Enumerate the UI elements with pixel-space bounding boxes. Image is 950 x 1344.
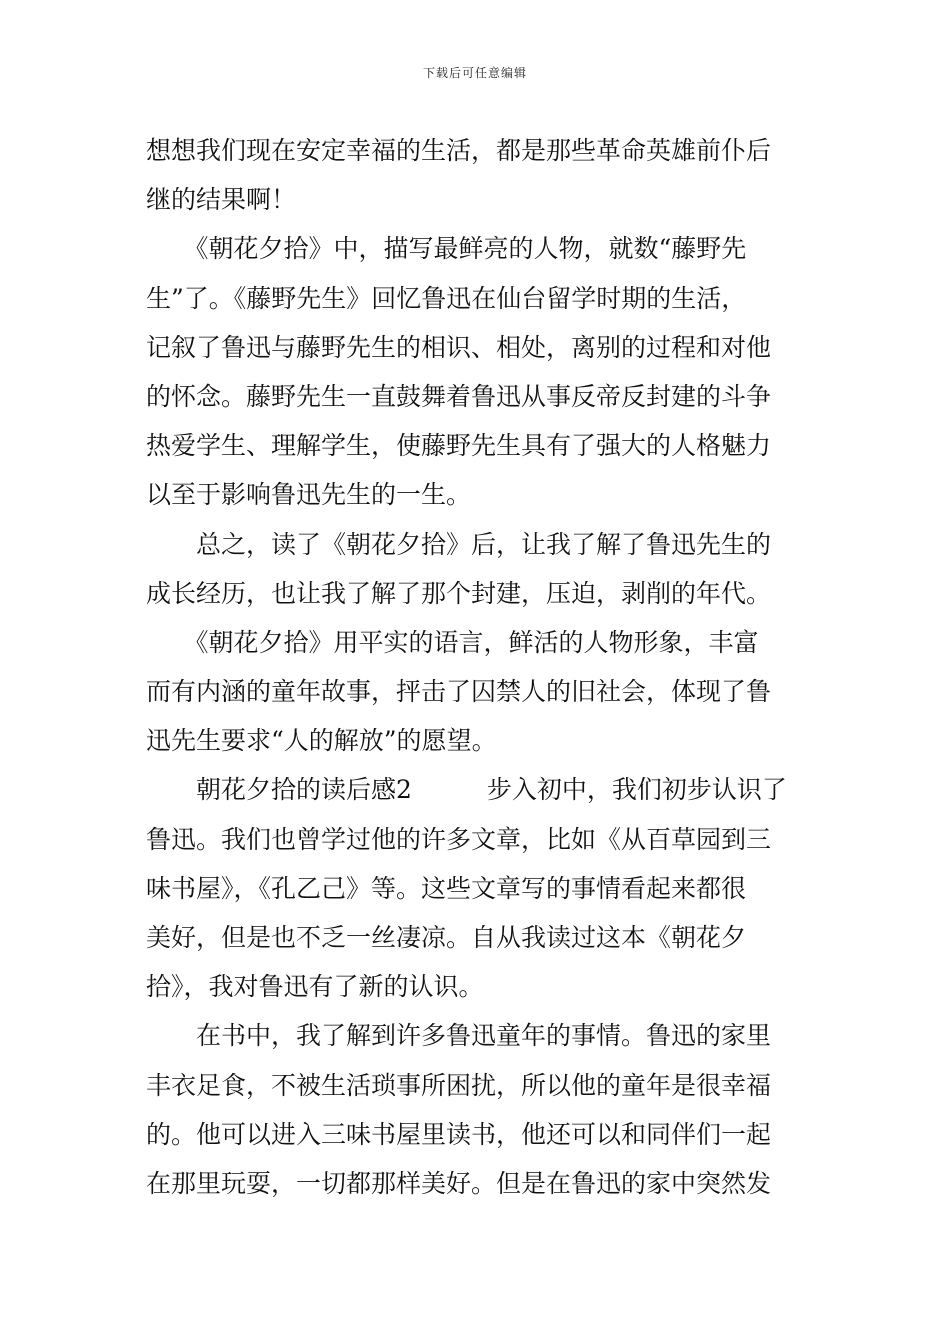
text-line: 味书屋》，《孔乙己》等。这些文章写的事情看起来都很 <box>146 873 747 903</box>
body-text <box>146 126 808 1208</box>
text-line: 的。他可以进入三味书屋里读书，他还可以和同伴们一起 <box>146 1119 772 1149</box>
page-header: 下载后可任意编辑 <box>422 66 527 80</box>
text-line: 成长经历，也让我了解了那个封建，压迫，剥削的年代。 <box>146 578 772 608</box>
text-line: 《朝花夕拾》用平实的语言，鲜活的人物形象，丰富 <box>146 627 759 657</box>
text-line: 的怀念。藤野先生一直鼓舞着鲁迅从事反帝反封建的斗争 <box>146 381 772 411</box>
text-line: 在书中，我了解到许多鲁迅童年的事情。鲁迅的家里 <box>146 1021 772 1051</box>
text-line: 丰衣足食，不被生活琐事所困扰，所以他的童年是很幸福 <box>146 1070 772 1100</box>
text-line: 总之，读了《朝花夕拾》后，让我了解了鲁迅先生的 <box>146 529 772 559</box>
text-line: 拾》，我对鲁迅有了新的认识。 <box>146 972 484 1002</box>
text-line: 《朝花夕拾》中，描写最鲜亮的人物，就数“藤野先 <box>146 234 747 264</box>
text-line: 在那里玩耍，一切都那样美好。但是在鲁迅的家中突然发 <box>146 1168 772 1198</box>
text-line: 鲁迅。我们也曾学过他的许多文章，比如《从百草园到三 <box>146 824 772 854</box>
text-line: 想想我们现在安定幸福的生活，都是那些革命英雄前仆后 <box>146 136 772 165</box>
text-line: 而有内涵的童年故事，抨击了囚禁人的旧社会，体现了鲁 <box>146 677 772 707</box>
text-line: 美好，但是也不乏一丝凄凉。自从我读过这本《朝花夕 <box>146 923 747 952</box>
text-line: 继的结果啊！ <box>146 185 297 215</box>
text-line: 以至于影响鲁迅先生的一生。 <box>146 480 472 510</box>
text-line: 记叙了鲁迅与藤野先生的相识、相处，离别的过程和对他 <box>146 332 772 362</box>
text-line: 朝花夕拾的读后感2 步入初中，我们初步认识了 <box>146 775 787 805</box>
text-line: 迅先生要求“人的解放”的愿望。 <box>146 726 497 756</box>
text-line: 生”了。《藤野先生》回忆鲁迅在仙台留学时期的生活， <box>146 283 747 313</box>
text-line: 热爱学生、理解学生，使藤野先生具有了强大的人格魅力 <box>146 431 772 461</box>
